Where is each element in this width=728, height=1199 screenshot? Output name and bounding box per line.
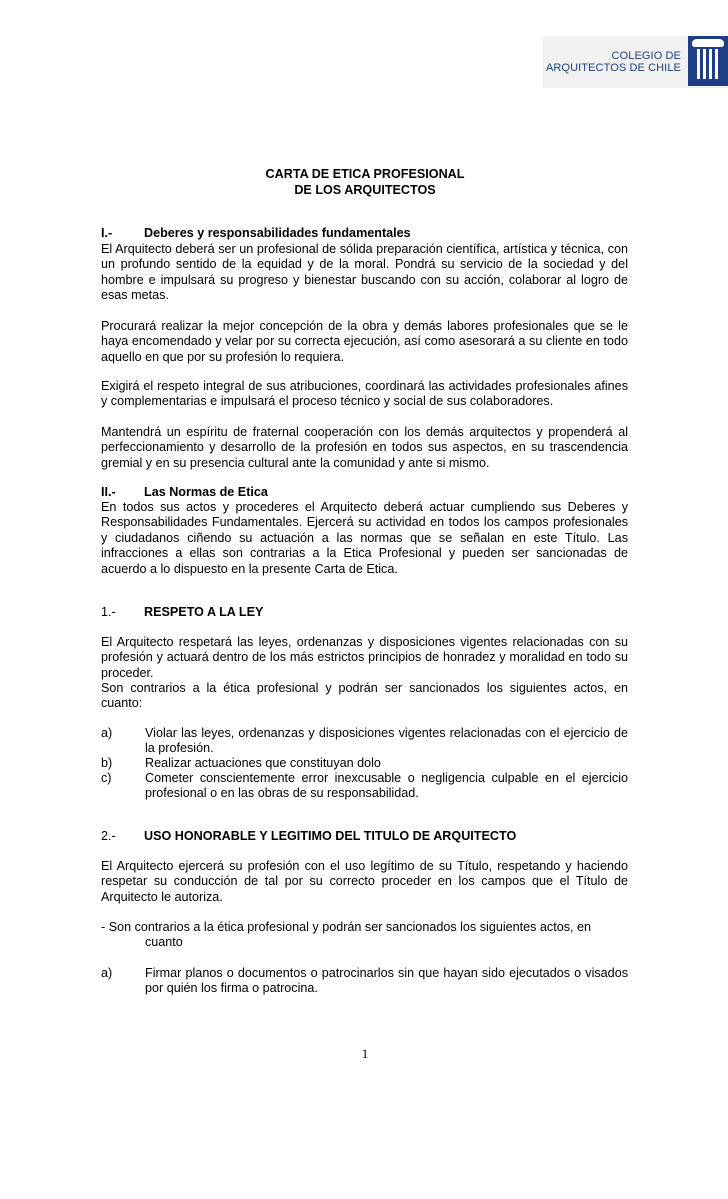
list-item [101, 966, 628, 997]
section-2-paragraph-1: En todos sus actos y procederes el Arquitecto deberá actuar cumpliendo sus Deberes y Responsabilidades Fundamentales. Ejercerá su actividad en todos los campos profesionales y ciudadanos ciñendo su actuación a las normas que se señalan en este Título. Las infracciones a ellas son contrarias a la Etica Profesional y pueden ser sancionadas de acuerdo a lo dispuesto en la presente Carta de Etica. [101, 500, 628, 576]
section-3-title: RESPETO A LA LEY [144, 605, 264, 619]
section-2-number: II.- [101, 485, 116, 499]
section-1-paragraph-1: El Arquitecto deberá ser un profesional de sólida preparación científica, artística y técnica, con un profundo sentido de la equidad y de la moral. Pondrá su servicio de la sociedad y del hombre e impulsará su progreso y bienestar buscando con su acción, colaborar al logro de esas metas. [101, 242, 628, 303]
logo-text [543, 50, 681, 74]
list-text: Realizar actuaciones que constituyan dolo [145, 756, 381, 770]
section-3-heading [101, 605, 628, 620]
document-title [200, 166, 530, 198]
section-1-title: Deberes y responsabilidades fundamentales [144, 226, 411, 240]
section-2-heading [101, 485, 628, 500]
section-3-paragraph-1: El Arquitecto respetará las leyes, ordenanzas y disposiciones vigentes relacionadas con su profesión y actuará dentro de los más estrictos principios de honradez y moralidad en todo su proceder. [101, 635, 628, 680]
section-4-paragraph-2 [101, 920, 628, 951]
list-item [101, 756, 628, 771]
list-marker: b) [101, 756, 113, 770]
section-1-paragraph-3: Exigirá el respeto integral de sus atribuciones, coordinará las actividades profesionales afines y complementarias e impulsará el proceso técnico y social de sus colaboradores. [101, 379, 628, 409]
section-4-heading [101, 829, 628, 844]
section-4-paragraph-2-line2: cuanto [145, 935, 183, 950]
section-3-paragraph-2: Son contrarios a la ética profesional y podrán ser sancionados los siguientes actos, en cuanto: [101, 681, 628, 711]
title-line2: DE LOS ARQUITECTOS [294, 183, 436, 197]
list-text: Firmar planos o documentos o patrocinarlos sin que hayan sido ejecutados o visados por quién los firma o patrocina. [145, 966, 628, 996]
section-4-paragraph-2-line1: - Son contrarios a la ética profesional y podrán ser sancionados los siguientes actos, en [101, 920, 592, 934]
section-4-number: 2.- [101, 829, 116, 843]
title-line1: CARTA DE ETICA PROFESIONAL [265, 167, 465, 181]
section-3-number: 1.- [101, 605, 116, 619]
list-item [101, 771, 628, 802]
column-logo-icon [688, 36, 728, 86]
list-item [101, 726, 628, 757]
section-1-number: I.- [101, 226, 113, 240]
logo-line1: COLEGIO DE [611, 50, 681, 62]
section-1-paragraph-4: Mantendrá un espíritu de fraternal cooperación con los demás arquitectos y propenderá al perfeccionamiento y desarrollo de la profesión en todos sus aspectos, en su trascendencia gremial y en su presencia cultural ante la comunidad y ante si mismo. [101, 425, 628, 470]
page-number: 1 [361, 1046, 369, 1061]
list-marker: a) [101, 726, 113, 740]
section-4-paragraph-1: El Arquitecto ejercerá su profesión con el uso legítimo de su Título, respetando y haciendo respetar su conducción de tal por su correcto proceder en los campos que el Título de Arquitecto le autoriza. [101, 859, 628, 904]
section-4-title: USO HONORABLE Y LEGITIMO DEL TITULO DE ARQUITECTO [144, 829, 517, 843]
list-marker: c) [101, 771, 112, 785]
list-text: Violar las leyes, ordenanzas y disposiciones vigentes relacionadas con el ejercicio de la profesión. [145, 726, 628, 756]
list-text: Cometer conscientemente error inexcusable o negligencia culpable en el ejercicio profesional o en las obras de su responsabilidad. [145, 771, 628, 801]
section-1-paragraph-2: Procurará realizar la mejor concepción de la obra y demás labores profesionales que se le haya encomendado y velar por su correcta ejecución, así como asesorará a su cliente en todo aquello en que por su profesión lo requiera. [101, 319, 628, 364]
section-2-title: Las Normas de Etica [144, 485, 268, 499]
logo-line2: ARQUITECTOS DE CHILE [545, 62, 681, 74]
list-marker: a) [101, 966, 113, 980]
section-1-heading [101, 226, 628, 241]
